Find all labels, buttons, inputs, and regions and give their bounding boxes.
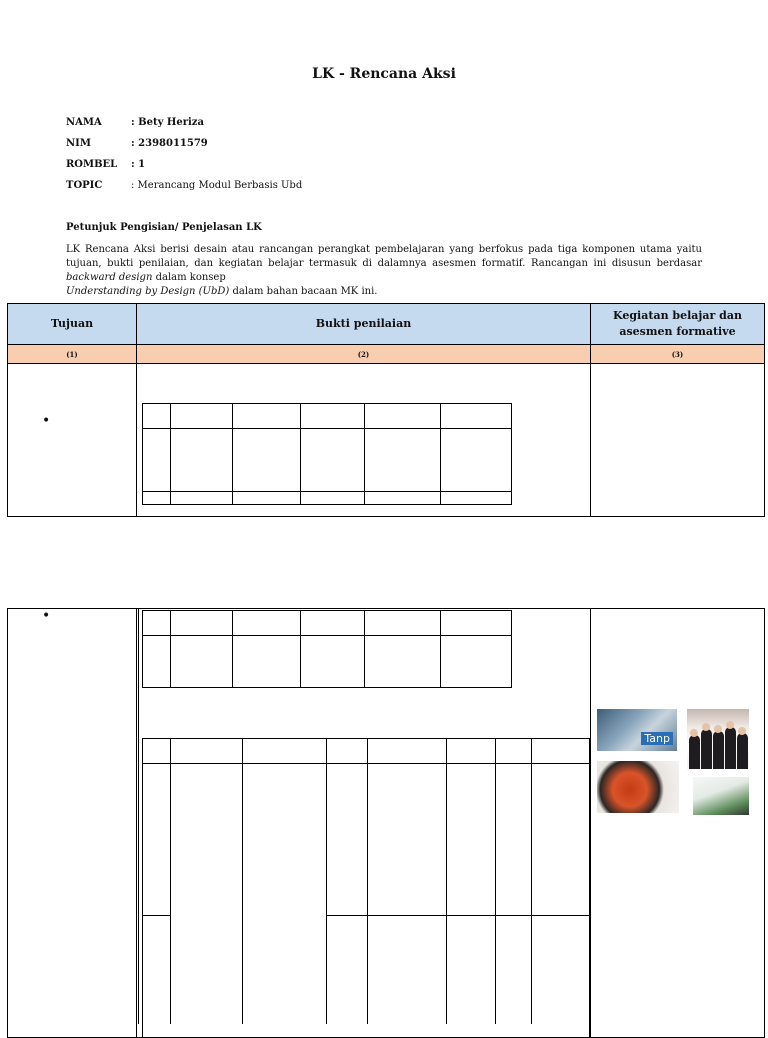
- grid-line: [170, 403, 171, 505]
- grid-line: [142, 635, 512, 636]
- grid-line: [364, 403, 365, 505]
- classroom-photo: [597, 709, 677, 751]
- instructions-text-3: dalam bahan bacaan MK ini.: [229, 286, 378, 297]
- tujuan-cell: [7, 363, 137, 517]
- grid-line: [446, 738, 447, 1024]
- person-figure: [701, 729, 712, 769]
- person-figure: [737, 733, 748, 769]
- nama-label: NAMA: [66, 117, 102, 128]
- grid-line: [495, 738, 496, 1024]
- kegiatan-cell: [590, 608, 765, 1038]
- person-head: [726, 721, 734, 729]
- header-tujuan: Tujuan: [7, 303, 137, 345]
- grid-line: [232, 403, 233, 505]
- nama-value: : Bety Heriza: [131, 117, 204, 128]
- grid-line: [440, 403, 441, 505]
- person-figure: [725, 727, 736, 769]
- tujuan-cell: [7, 608, 137, 1038]
- activity-photos: [597, 709, 751, 815]
- column-number-3: (3): [590, 344, 765, 364]
- tujuan-bullet: •: [42, 413, 51, 429]
- person-figure: [689, 735, 700, 769]
- grid-line: [142, 491, 512, 492]
- grid-line: [326, 738, 327, 1024]
- grid-line: [364, 610, 365, 688]
- person-head: [702, 723, 710, 731]
- grid-line: [440, 610, 441, 688]
- kegiatan-cell: [590, 363, 765, 517]
- column-number-2: (2): [136, 344, 591, 364]
- instructions-emphasis-1: backward design: [66, 272, 153, 283]
- page-title: LK - Rencana Aksi: [312, 66, 456, 82]
- nested-grid: [142, 738, 590, 1038]
- column-number-1: (1): [7, 344, 137, 364]
- person-head: [690, 729, 698, 737]
- grid-line: [232, 610, 233, 688]
- grid-line: [142, 763, 590, 764]
- grid-line: [531, 738, 532, 1024]
- column-double-line: [138, 608, 139, 1024]
- grid-line: [142, 428, 512, 429]
- group-photo: [687, 709, 749, 769]
- food-photo: [597, 761, 679, 813]
- rombel-label: ROMBEL: [66, 159, 118, 170]
- person-figure: [713, 731, 724, 769]
- grid-line: [170, 738, 171, 1024]
- nim-value: : 2398011579: [131, 138, 208, 149]
- instructions-emphasis-2: Understanding by Design (UbD): [66, 286, 230, 297]
- nested-grid: [142, 610, 512, 688]
- header-kegiatan-belajar: Kegiatan belajar dan asesmen formative: [590, 303, 765, 345]
- instructions-heading: Petunjuk Pengisian/ Penjelasan LK: [66, 222, 262, 233]
- nested-grid: [142, 403, 512, 505]
- person-head: [738, 727, 746, 735]
- header-bukti-penilaian: Bukti penilaian: [136, 303, 591, 345]
- nim-label: NIM: [66, 138, 91, 149]
- instructions-text-2: dalam konsep: [152, 272, 226, 283]
- grid-line: [367, 738, 368, 1024]
- grid-line: [142, 915, 171, 916]
- grid-line: [242, 738, 243, 1024]
- person-head: [714, 725, 722, 733]
- instructions-paragraph: [66, 243, 702, 299]
- tujuan-bullet: •: [42, 608, 51, 624]
- grid-line: [170, 610, 171, 688]
- instructions-text-1: LK Rencana Aksi berisi desain atau rancangan perangkat pembelajaran yang berfokus pada tiga komponen utama yaitu tujuan, bukti penilaian, dan kegiatan belajar termasuk di dalamnya asesmen formatif. Rancangan ini disusun berdasar: [66, 244, 702, 269]
- topic-value: : Merancang Modul Berbasis Ubd: [131, 180, 303, 191]
- photo-caption: Tanp: [641, 732, 673, 745]
- grid-line: [300, 403, 301, 505]
- grid-line: [300, 610, 301, 688]
- rombel-value: : 1: [131, 159, 146, 170]
- topic-label: TOPIC: [66, 180, 103, 191]
- street-photo: [693, 777, 749, 815]
